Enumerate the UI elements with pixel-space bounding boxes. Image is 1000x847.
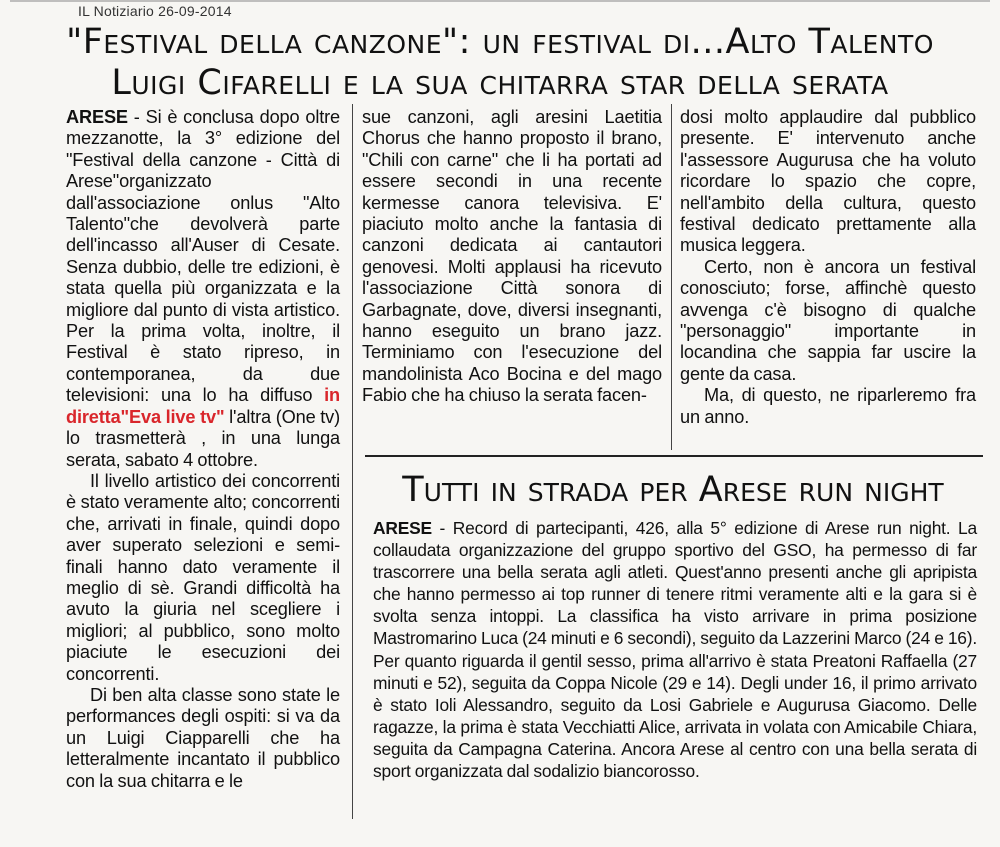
article1-paragraph: Di ben alta classe sono state le performances degli ospiti: si va da un Luigi Ciapparelli che ha letteralmente incantato il pubblico con la sua chitarra e le [66, 684, 340, 791]
top-rule [10, 0, 990, 2]
masthead: IL Notiziario 26-09-2014 [78, 3, 232, 19]
tv-highlight: in diretta"Eva live tv" [66, 385, 340, 427]
article1-paragraph [66, 107, 340, 471]
article1-paragraph: dosi molto applaudire dal pubblico presente. E' intervenuto anche l'assessore Augurusa che ha voluto ricordare lo spazio che copre, nell'ambito della cultura, questo festival dedicato prettamente alla musica leggera. [680, 107, 976, 256]
article1-text: l'altra (One tv) lo trasmetterà , in una lunga serata, sabato 4 ottobre. [66, 406, 341, 470]
article1-paragraph: Certo, non è ancora un festival conosciuto; forse, affinchè questo avvenga c'è bisogno di qualche "personaggio" importante in locandina che sappia far uscire la gente da casa. [680, 256, 976, 384]
article1-column-2 [362, 107, 662, 407]
article1-column-3 [680, 107, 976, 428]
article1-paragraph: Ma, di questo, ne riparleremo fra un anno. [680, 385, 976, 427]
column-divider [352, 104, 353, 819]
article2-body [373, 517, 977, 782]
article1-text: - Si è conclusa dopo oltre mezzanotte, la 3° edizione del "Festival della canzone - Città di Arese"organizzato dall'associazione onlus "Alto Talento"che devolverà parte dell'incasso all'Auser di Cesate. Senza dubbio, delle tre edizioni, è stata quella più organizzata e la migliore dal punto di vista artistico. Per la prima volta, inoltre, il Festival è stato ripreso, in contemporanea, da due televisioni: una lo ha diffuso [66, 107, 340, 406]
article1-column-1 [66, 107, 340, 792]
article1-subheadline: Luigi Cifarelli e la sua chitarra star della serata [111, 63, 889, 103]
article2-headline: Tutti in strada per Arese run night [402, 470, 944, 510]
article2-paragraph [373, 517, 977, 782]
article2-text: - Record di partecipanti, 426, alla 5° edizione di Arese run night. La collaudata organizzazione del gruppo sportivo del GSO, ha permesso di far trascorrere una bella serata agli atleti. Quest'anno presenti anche gli apripista che hanno permesso ai top runner di tenere ritmi veramente alti e la gara si è svolta senza intoppi. La classifica ha visto arrivare in prima posizione Mastromarino Luca (24 minuti e 6 secondi), seguito da Lazzerini Marco (24 e 16). Per quanto riguarda il gentil sesso, prima all'arrivo è stata Preatoni Raffaella (27 minuti e 52), seguita da Coppa Nicole (29 e 14). Degli under 16, il primo arrivato è stato Ioli Alessandro, seguito da Losi Gabriele e Augurusa Giacomo. Delle ragazze, la prima è stata Vecchiatti Alice, arrivata in volata con Amicabile Chiara, seguita da Campagna Caterina. Ancora Arese al centro con una bella serata di sport organizzata dal sodalizio biancorosso. [373, 518, 977, 782]
column-divider [671, 104, 672, 450]
article2-top-rule [365, 455, 983, 457]
article2-place: ARESE [373, 518, 432, 538]
article1-headline: "Festival della canzone": un festival di...Alto Talento [66, 22, 934, 62]
article1-paragraph: Il livello artistico dei concorrenti è stato veramente alto; concorrenti che, arrivati in finale, quindi dopo aver superato selezioni e semi-finali hanno dato veramente il meglio di sè. Grandi difficoltà ha avuto la giuria nel scegliere i migliori; al pubblico, sono molto piaciute le esecuzioni dei concorrenti. [66, 470, 340, 684]
article1-paragraph: sue canzoni, agli aresini Laetitia Chorus che hanno proposto il brano, "Chili con carne" che li ha portati ad essere secondi in una recente kermesse canora televisiva. E' piaciuto molto anche la fantasia di canzoni dedicata ai cantautori genovesi. Molti applausi ha ricevuto l'associazione Città sonora di Garbagnate, dove, diversi insegnanti, hanno eseguito un brano jazz. Terminiamo con l'esecuzione del mandolinista Aco Bocina e del mago Fabio che ha chiuso la serata facen- [362, 107, 662, 406]
article1-place: ARESE [66, 107, 128, 127]
